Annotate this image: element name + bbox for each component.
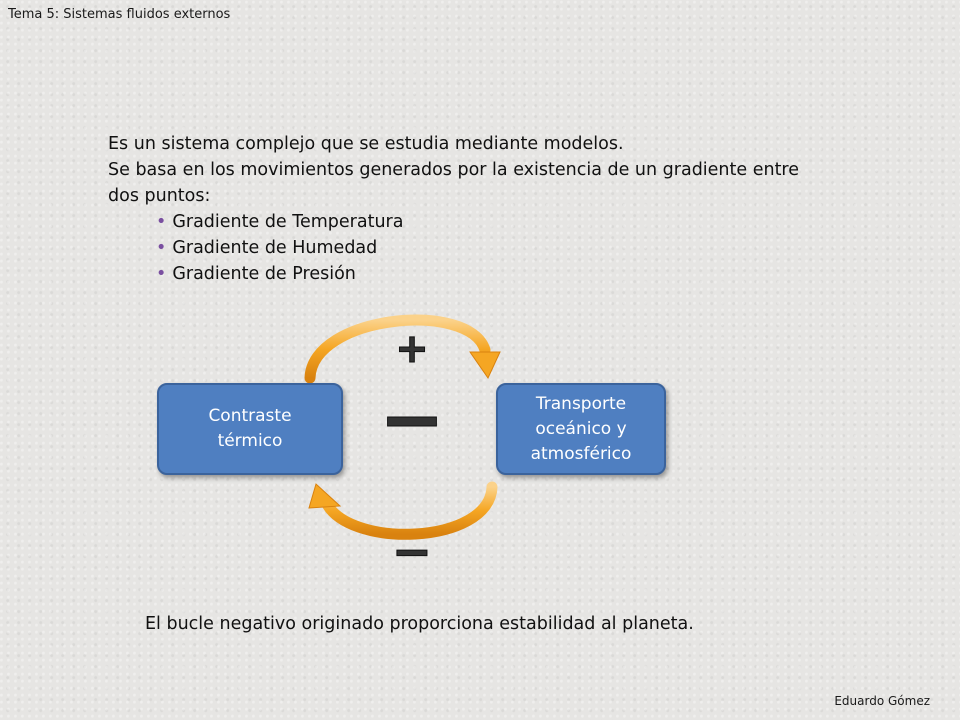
list-item: • Gradiente de Humedad bbox=[156, 238, 378, 258]
conclusion-text: El bucle negativo originado proporciona estabilidad al planeta. bbox=[145, 614, 694, 634]
top-arrowhead-icon bbox=[470, 352, 500, 378]
bullet-icon: • bbox=[156, 212, 167, 232]
thermal-contrast-box bbox=[157, 383, 343, 475]
author-footer: Eduardo Gómez bbox=[834, 694, 930, 708]
bottom-arrowhead-icon bbox=[309, 484, 340, 508]
intro-line-2: Se basa en los movimientos generados por la existencia de un gradiente entre dos puntos: bbox=[108, 160, 800, 206]
bullet-icon: • bbox=[156, 238, 167, 258]
thermal-contrast-label: Contraste térmico bbox=[208, 406, 292, 451]
list-item: • Gradiente de Temperatura bbox=[156, 212, 404, 232]
center-minus-sign: − bbox=[379, 375, 445, 465]
bottom-minus-sign: − bbox=[391, 524, 433, 580]
slide-header: Tema 5: Sistemas fluidos externos bbox=[8, 7, 231, 22]
transport-box bbox=[496, 383, 666, 475]
list-item: • Gradiente de Presión bbox=[156, 264, 356, 284]
intro-line-1: Es un sistema complejo que se estudia mediante modelos. bbox=[108, 134, 624, 154]
transport-label: Transporte oceánico y atmosférico bbox=[530, 393, 632, 464]
plus-sign: + bbox=[395, 326, 429, 372]
bullet-icon: • bbox=[156, 264, 167, 284]
